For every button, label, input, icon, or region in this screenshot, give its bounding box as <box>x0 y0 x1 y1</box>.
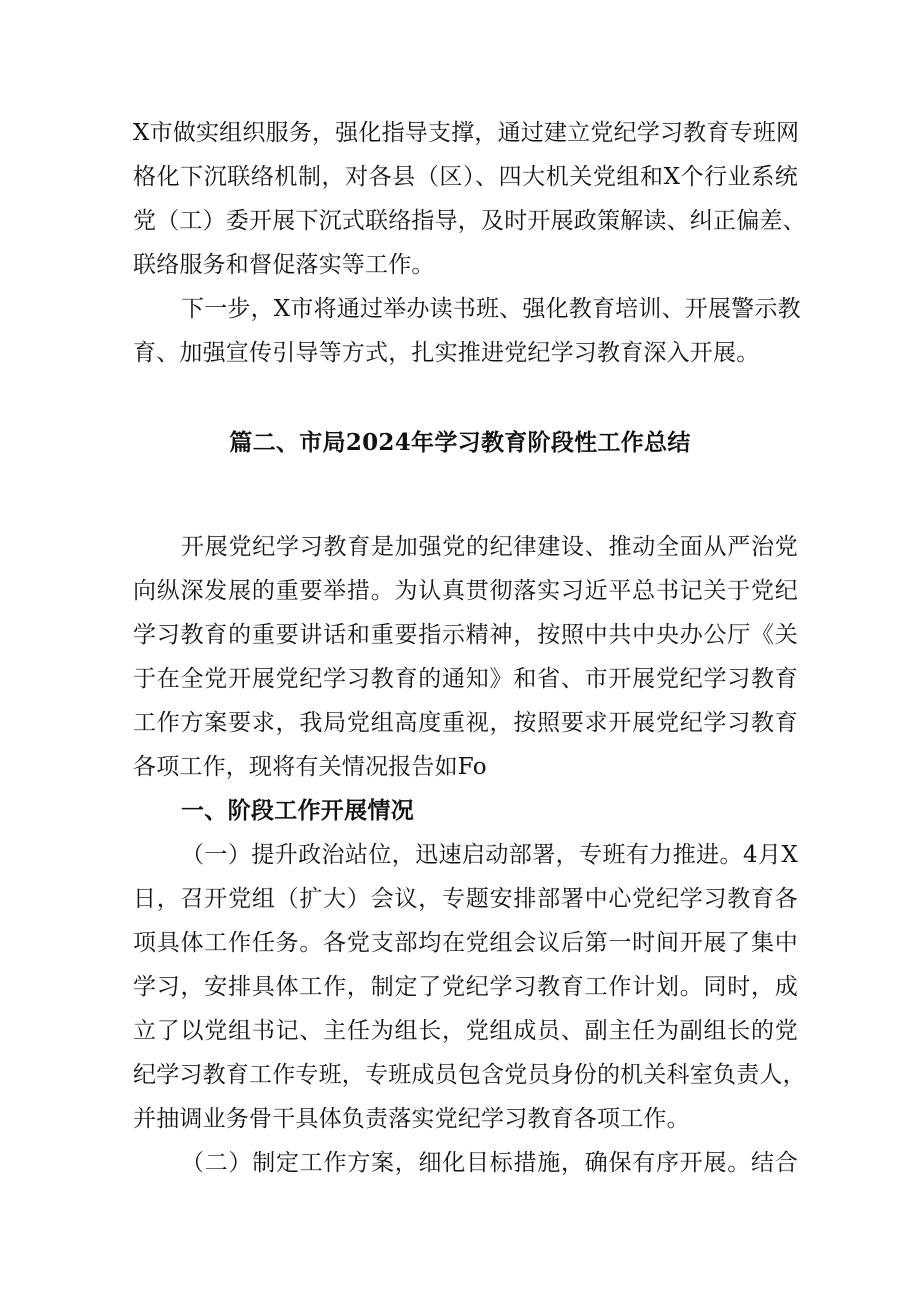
text-line: 日，召开党组（扩大）会议，专题安排部署中心党纪学习教育各 <box>133 886 798 912</box>
text-line: X市做实组织服务，强化指导支撑，通过建立党纪学习教育专班网 <box>133 120 800 146</box>
text-line: 立了以党组书记、主任为组长，党组成员、副主任为副组长的党 <box>133 1018 798 1044</box>
section-heading: 一、阶段工作开展情况 <box>181 797 414 824</box>
text-line: 向纵深发展的重要举措。为认真贯彻落实习近平总书记关于党纪 <box>133 578 798 604</box>
text-line: 联络服务和督促落实等工作。 <box>133 252 435 278</box>
text-line: 开展党纪学习教育是加强党的纪律建设、推动全面从严治党 <box>181 534 798 560</box>
text-line: （一）提升政治站位，迅速启动部署，专班有力推进。4月X <box>181 842 798 868</box>
text-line: 项具体工作任务。各党支部均在党组会议后第一时间开展了集中 <box>133 930 798 956</box>
text-line: 各项工作，现将有关情况报告如Fo <box>133 754 487 780</box>
text-line: 学习，安排具体工作，制定了党纪学习教育工作计划。同时，成 <box>133 974 798 1000</box>
text-line: 并抽调业务骨干具体负责落实党纪学习教育各项工作。 <box>133 1106 690 1132</box>
text-line: 育、加强宣传引导等方式，扎实推进党纪学习教育深入开展。 <box>133 340 760 366</box>
text-line: 格化下沉联络机制，对各县（区）、四大机关党组和X个行业系统 <box>133 164 798 190</box>
text-line: 下一步，X市将通过举办读书班、强化教育培训、开展警示教 <box>181 296 801 322</box>
text-line: 于在全党开展党纪学习教育的通知》和省、市开展党纪学习教育 <box>133 666 798 692</box>
text-line: 纪学习教育工作专班，专班成员包含党员身份的机关科室负责人， <box>133 1062 806 1088</box>
text-line: 学习教育的重要讲话和重要指示精神，按照中共中央办公厅《关 <box>133 622 798 648</box>
article-title: 篇二、市局2024年学习教育阶段性工作总结 <box>229 429 691 456</box>
text-line: 党（工）委开展下沉式联络指导，及时开展政策解读、纠正偏差、 <box>133 208 806 234</box>
text-line: 工作方案要求，我局党组高度重视，按照要求开展党纪学习教育 <box>133 710 798 736</box>
text-line: （二）制定工作方案，细化目标措施，确保有序开展。结合 <box>181 1150 798 1176</box>
